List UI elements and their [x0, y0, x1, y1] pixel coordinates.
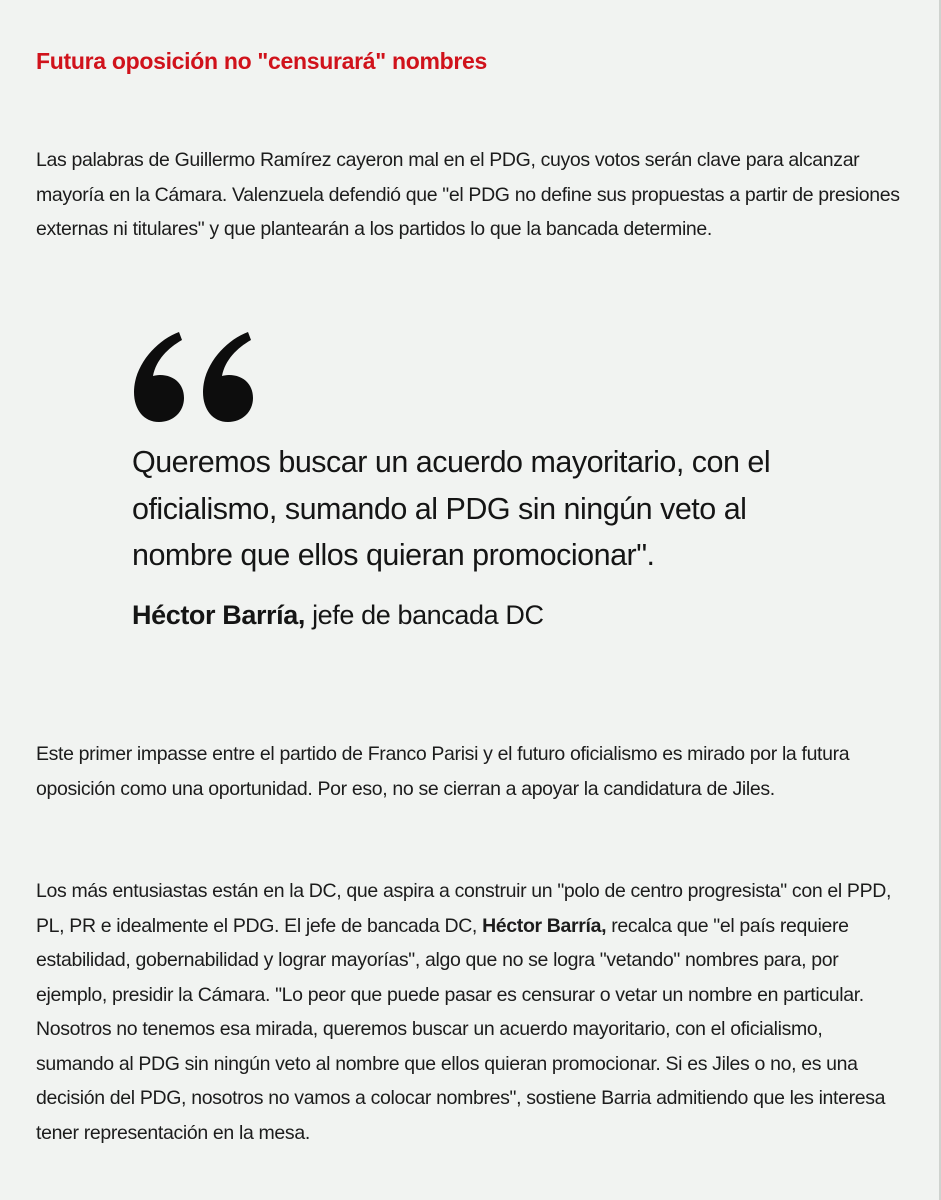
quote-attribution — [132, 597, 832, 633]
paragraph-3-rest: recalca que "el país requiere estabilidad, gobernabilidad y lograr mayorías", algo que no se logra "vetando" nombres para, por ejemplo, presidir la Cámara. "Lo peor que puede pasar es censurar o vetar un nombre en particular. Nosotros no tenemos esa mirada, queremos buscar un acuerdo mayoritario, con el oficialismo, sumando al PDG sin ningún veto al nombre que ellos quieran promocionar. Si es Jiles o no, es una decisión del PDG, nosotros no vamos a colocar nombres", sostiene Barria admitiendo que les interesa tener representación en la mesa. — [36, 914, 886, 1144]
pull-quote — [132, 330, 832, 633]
paragraph-3-intro: Los más entusiastas están en la DC, que aspira a construir un "polo de centro progresista" con el PPD, PL, PR e idealmente el PDG. El jefe de bancada DC, — [36, 880, 892, 937]
paragraph-3 — [36, 874, 904, 1150]
quote-author-name: Héctor Barría, — [132, 599, 305, 630]
paragraph-1: Las palabras de Guillermo Ramírez cayeron mal en el PDG, cuyos votos serán clave para alcanzar mayoría en la Cámara. Valenzuela defendió que "el PDG no define sus propuestas a partir de presiones externas ni titulares" y que plantearán a los partidos lo que la bancada determine. — [36, 149, 900, 240]
quote-text: Queremos buscar un acuerdo mayoritario, con el oficialismo, sumando al PDG sin ningún veto al nombre que ellos quieran promocionar". — [132, 445, 771, 572]
article-subheadline: Futura oposición no "censurará" nombres — [36, 48, 488, 74]
open-quote-icon — [132, 330, 257, 425]
paragraph-2: Este primer impasse entre el partido de Franco Parisi y el futuro oficialismo es mirado por la futura oposición como una oportunidad. Por eso, no se cierran a apoyar la candidatura de Jiles. — [36, 743, 850, 800]
paragraph-3-bold-name: Héctor Barría, — [482, 914, 607, 937]
quote-author-role: jefe de bancada DC — [304, 599, 544, 630]
